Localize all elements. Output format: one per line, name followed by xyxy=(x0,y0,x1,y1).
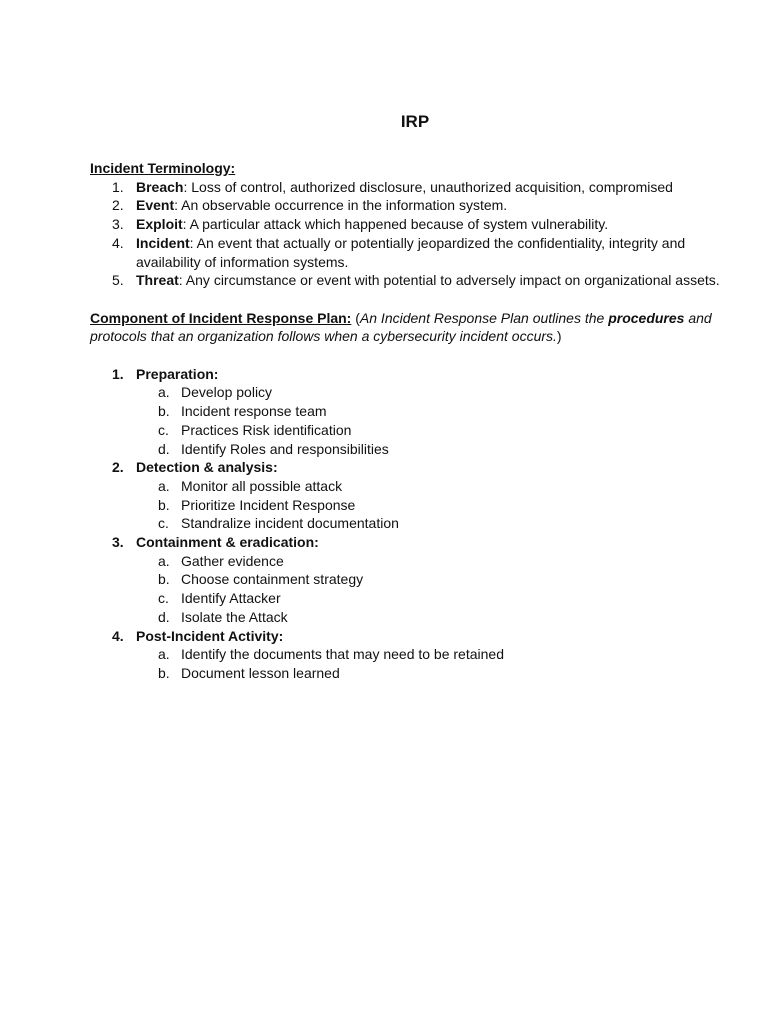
term-definition: : An observable occurrence in the information system. xyxy=(174,197,508,214)
phase-containment-eradication: 3. Containment & eradication: xyxy=(112,534,319,551)
list-item: 3. Exploit: A particular attack which happened because of system vulnerability. xyxy=(112,216,609,233)
phase-title: Detection & analysis: xyxy=(136,459,278,476)
list-item: c. Standralize incident documentation xyxy=(158,515,399,532)
phase-title: Preparation: xyxy=(136,365,219,382)
list-item: 1. Breach: Loss of control, authorized disclosure, unauthorized acquisition, compromised xyxy=(112,178,673,195)
close-paren: ) xyxy=(556,328,562,345)
list-item: a. Develop policy xyxy=(158,384,273,401)
term-name: Exploit xyxy=(136,216,183,233)
list-item: a. Monitor all possible attack xyxy=(158,477,343,494)
list-item: 4. Incident: An event that actually or potentially jeopardized the confidentiality, integrity and availability of information systems. xyxy=(112,234,686,270)
list-item: a. Identify the documents that may need to be retained xyxy=(158,646,504,663)
list-item: b. Choose containment strategy xyxy=(158,571,364,588)
emphasis-procedures: procedures xyxy=(608,309,685,326)
list-item: b. Incident response team xyxy=(158,403,327,420)
components-description: An Incident Response Plan outlines the procedures and protocols that an organization follows when a cybersecurity incident occurs. xyxy=(90,309,712,345)
list-item: b. Prioritize Incident Response xyxy=(158,496,356,513)
term-name: Incident xyxy=(136,234,190,251)
phase-title: Containment & eradication: xyxy=(136,534,319,551)
phases-list xyxy=(90,365,730,683)
list-item: b. Document lesson learned xyxy=(158,664,340,681)
term-definition: : Loss of control, authorized disclosure, unauthorized acquisition, compromised xyxy=(183,178,673,195)
phase-title: Post-Incident Activity: xyxy=(136,627,284,644)
components-paragraph xyxy=(90,309,730,346)
terminology-heading: Incident Terminology: xyxy=(90,160,236,176)
document-body xyxy=(90,159,730,683)
list-item: 2. Event: An observable occurrence in the information system. xyxy=(112,197,508,214)
term-name: Breach xyxy=(136,178,184,195)
document-title: IRP xyxy=(400,112,430,131)
phase-preparation: 1. Preparation: xyxy=(112,365,219,382)
terminology-list xyxy=(90,178,730,290)
list-item: c. Practices Risk identification xyxy=(158,421,352,438)
list-item: c. Identify Attacker xyxy=(158,590,281,607)
term-name: Event xyxy=(136,197,175,214)
components-heading: Component of Incident Response Plan: xyxy=(90,309,352,326)
phase-post-incident-activity: 4. Post-Incident Activity: xyxy=(112,627,284,644)
term-name: Threat xyxy=(136,272,179,289)
list-item: d. Identify Roles and responsibilities xyxy=(158,440,389,457)
term-definition: : An event that actually or potentially jeopardized the confidentiality, integrity and availability of information systems. xyxy=(136,234,686,270)
open-paren: ( xyxy=(351,309,360,326)
list-item: a. Gather evidence xyxy=(158,552,284,569)
term-definition: : Any circumstance or event with potential to adversely impact on organizational assets. xyxy=(178,272,720,289)
phase-detection-analysis: 2. Detection & analysis: xyxy=(112,459,278,476)
term-definition: : A particular attack which happened because of system vulnerability. xyxy=(182,216,609,233)
list-item: d. Isolate the Attack xyxy=(158,608,288,625)
list-item: 5. Threat: Any circumstance or event with potential to adversely impact on organizational assets. xyxy=(112,272,720,289)
